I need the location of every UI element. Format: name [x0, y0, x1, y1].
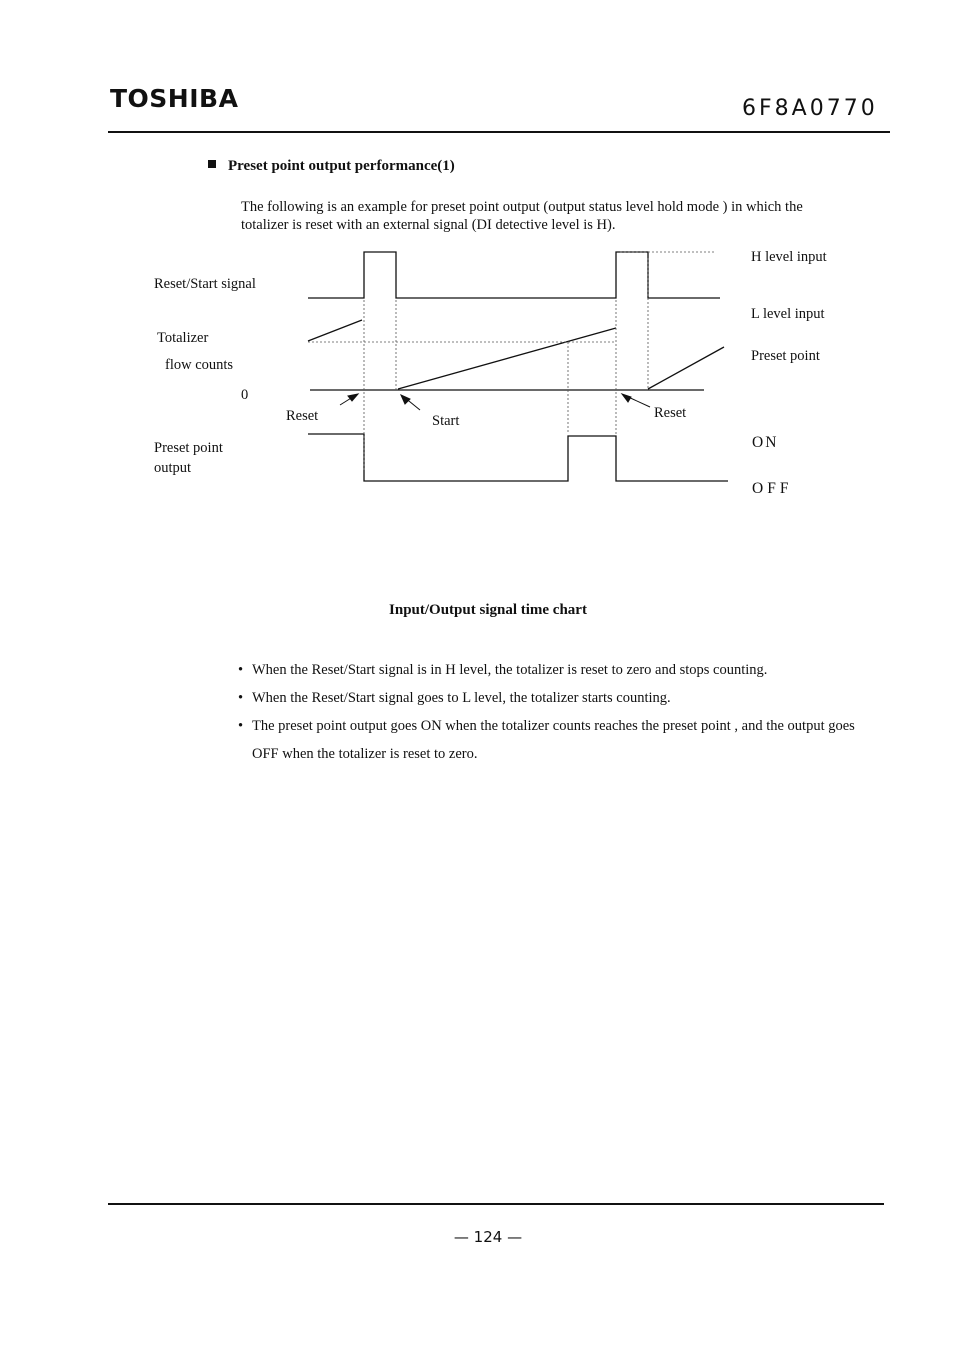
list-item: • The preset point output goes ON when the totalizer counts reaches the preset point , and the output goes OFF when the totalizer is reset to zero. [238, 712, 878, 768]
bullet-dot-icon: • [238, 662, 244, 678]
label-preset-point: Preset point [154, 440, 223, 456]
label-off: OFF [752, 480, 793, 497]
totalizer-ramp-3 [648, 347, 724, 389]
brand-logo: TOSHIBA [110, 84, 239, 113]
signal-time-chart [0, 0, 954, 560]
label-zero: 0 [241, 387, 249, 403]
bullet-dot-icon: • [238, 690, 244, 706]
document-number: 6F8A0770 [742, 96, 878, 121]
label-flow-counts: flow counts [165, 357, 234, 373]
page-number: — 124 — [453, 1228, 523, 1246]
arrow-reset-2-icon [622, 394, 631, 402]
label-totalizer: Totalizer [157, 330, 209, 346]
chart-caption: Input/Output signal time chart [389, 602, 587, 618]
label-on: ON [752, 434, 779, 451]
arrow-reset-1-icon [348, 394, 358, 401]
label-preset-point-level: Preset point [751, 348, 820, 364]
annotation-reset-1: Reset [286, 408, 319, 424]
label-output: output [154, 460, 192, 476]
preset-output-waveform [308, 434, 728, 481]
intro-paragraph: The following is an example for preset point output (output status level hold mode ) in which the totalizer is reset with an external signal (DI detective level is H). [241, 199, 803, 233]
totalizer-ramp-2 [398, 328, 616, 389]
annotation-start: Start [432, 413, 460, 429]
annotation-reset-2: Reset [654, 405, 687, 421]
bullet-dot-icon: • [238, 718, 244, 734]
list-item: • When the Reset/Start signal is in H level, the totalizer is reset to zero and stops counting. [238, 656, 878, 684]
footer-rule [108, 1203, 884, 1205]
totalizer-ramp-1 [308, 320, 362, 341]
reset-start-signal-waveform [308, 252, 720, 298]
label-l-level-input: L level input [751, 306, 825, 322]
label-h-level-input: H level input [751, 249, 827, 265]
section-title: Preset point output performance(1) [228, 158, 455, 174]
arrow-start-icon [401, 395, 410, 404]
label-reset-start-signal: Reset/Start signal [154, 276, 256, 292]
list-item: • When the Reset/Start signal goes to L level, the totalizer starts counting. [238, 684, 878, 712]
notes-list [238, 656, 878, 768]
